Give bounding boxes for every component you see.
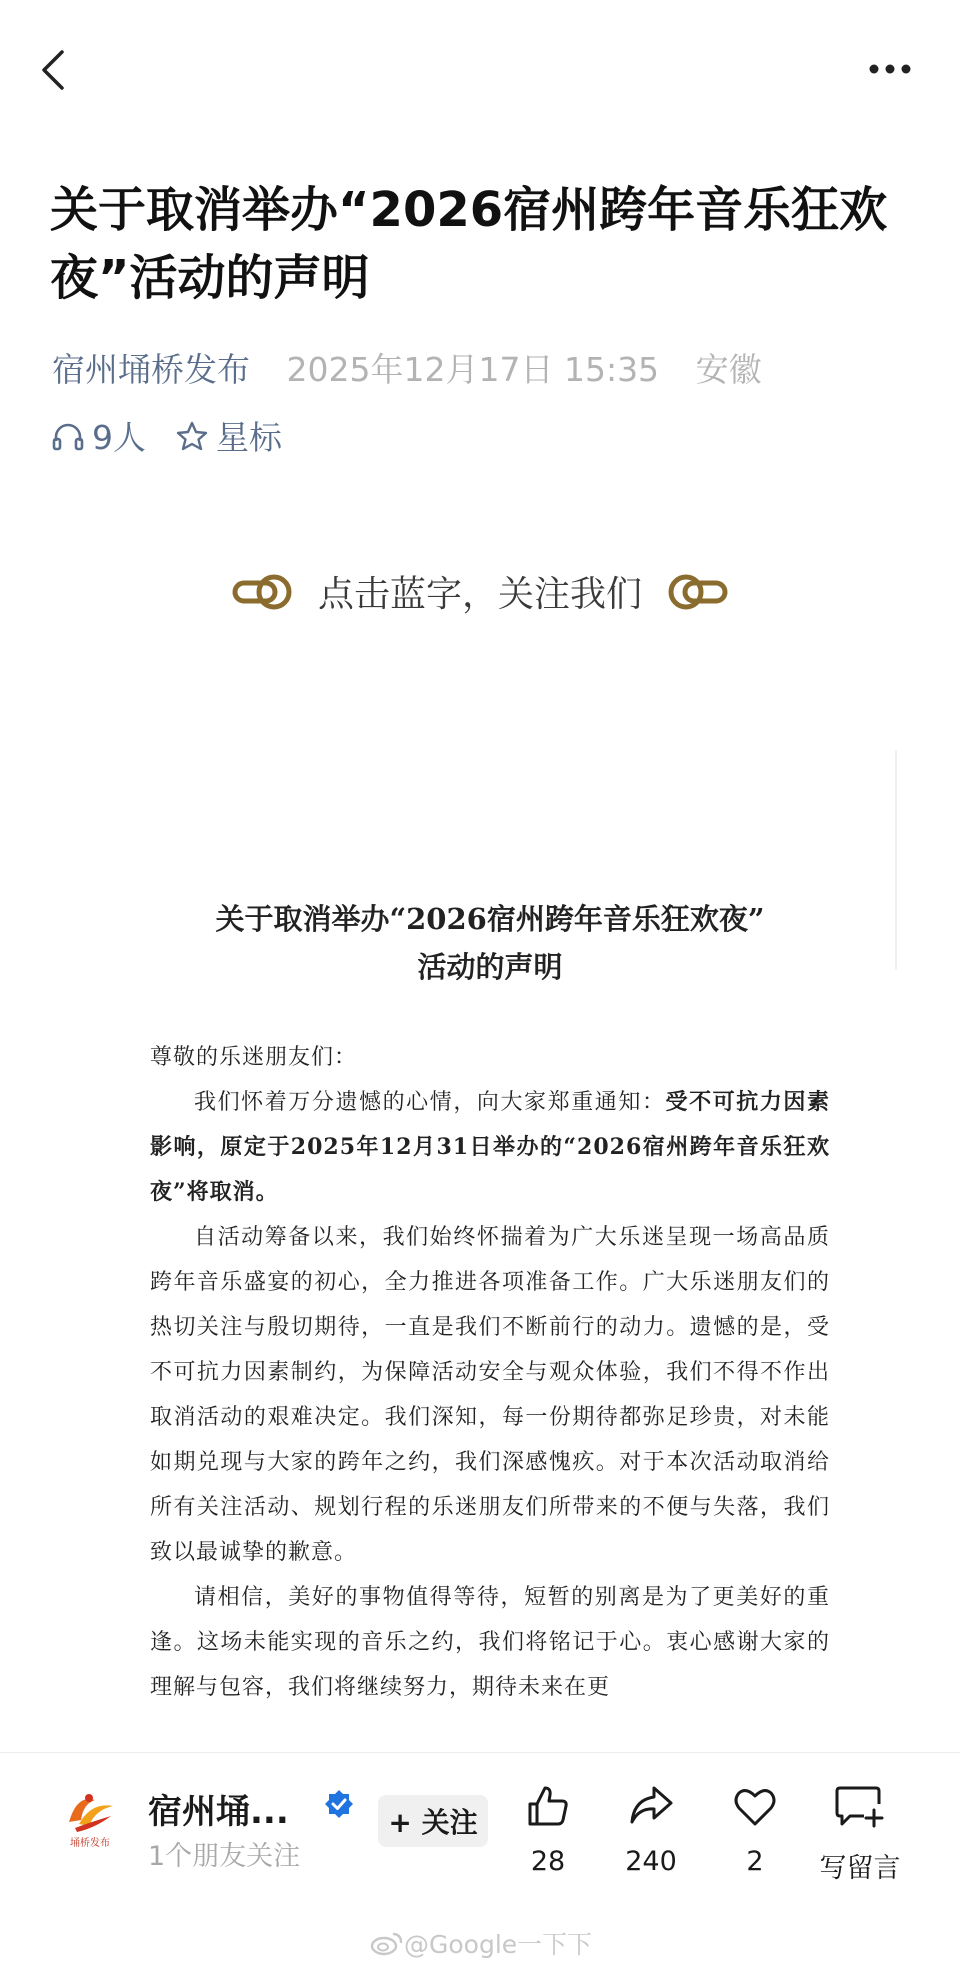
document-title-line: 活动的声明 xyxy=(417,950,563,984)
logo-text: 埇桥发布 xyxy=(70,1838,110,1849)
weibo-logo-icon xyxy=(370,1930,404,1956)
like-button[interactable] xyxy=(493,1782,603,1877)
watermark-text: @Google一下下 xyxy=(404,1930,593,1959)
article-stats xyxy=(52,412,312,459)
share-arrow-icon xyxy=(627,1782,675,1830)
watermark xyxy=(370,1925,592,1961)
follow-prompt[interactable] xyxy=(0,566,960,617)
statement-document xyxy=(150,740,830,1750)
headphones-icon xyxy=(52,421,84,451)
heart-icon xyxy=(731,1782,779,1830)
article-meta xyxy=(52,344,762,391)
follow-prompt-text: 点击蓝字，关注我们 xyxy=(317,574,642,615)
account-avatar[interactable] xyxy=(55,1782,125,1852)
chevron-left-icon xyxy=(36,48,72,92)
document-paragraph: 请相信，美好的事物值得等待，短暂的别离是为了更美好的重逢。这场未能实现的音乐之约，我们将铭记于心。衷心感谢大家的理解与包容，我们将继续努力，期待未来在更 xyxy=(150,1585,830,1700)
document-edge xyxy=(895,750,897,970)
author-link[interactable]: 宿州埇桥发布 xyxy=(52,350,250,389)
document-paragraph xyxy=(150,1080,830,1215)
more-button[interactable] xyxy=(868,60,912,78)
document-greeting: 尊敬的乐迷朋友们： xyxy=(150,1045,358,1070)
comment-button[interactable] xyxy=(805,1782,915,1885)
comment-label: 写留言 xyxy=(819,1853,901,1884)
account-logo-icon xyxy=(55,1782,125,1852)
back-button[interactable] xyxy=(36,48,72,92)
document-paragraph: 自活动筹备以来，我们始终怀揣着为广大乐迷呈现一场高品质跨年音乐盛宴的初心，全力推进各项准备工作。广大乐迷朋友们的热切关注与殷切期待，一直是我们不断前行的动力。遗憾的是，受不可抗力因素制约，为保障活动安全与观众体验，我们不得不作出取消活动的艰难决定。我们深知，每一份期待都弥足珍贵，对未能如期兑现与大家的跨年之约，我们深感愧疚。对于本次活动取消给所有关注活动、规划行程的乐迷朋友们所带来的不便与失落，我们致以最诚挚的歉意。 xyxy=(150,1225,830,1565)
account-name[interactable]: 宿州埇... xyxy=(148,1792,289,1832)
star-button[interactable] xyxy=(176,412,282,459)
verified-badge xyxy=(324,1789,354,1819)
listen-button[interactable] xyxy=(52,412,146,459)
publish-date: 2025年12月17日 15:35 xyxy=(286,350,660,389)
paragraph-intro: 我们怀着万分遗憾的心情，向大家郑重通知： xyxy=(194,1090,666,1115)
verified-check-icon xyxy=(324,1789,354,1819)
write-comment-icon xyxy=(834,1782,886,1830)
more-dots-icon xyxy=(868,60,912,78)
share-button[interactable] xyxy=(596,1782,706,1877)
star-icon xyxy=(176,421,208,451)
paragraph-emphasis: 受不可抗力因素影响，原定于2025年12月31日举办的“2026宿州跨年音乐狂欢夜”将取消。 xyxy=(150,1089,830,1205)
publish-location: 安徽 xyxy=(695,350,762,389)
star-label: 星标 xyxy=(216,418,282,457)
listener-count: 9人 xyxy=(92,418,146,457)
thumbs-up-icon xyxy=(524,1782,572,1830)
document-title xyxy=(150,895,830,991)
chain-link-icon xyxy=(232,572,294,612)
favorite-count: 2 xyxy=(746,1846,764,1877)
document-title-line: 关于取消举办“2026宿州跨年音乐狂欢夜” xyxy=(215,902,765,936)
follow-button[interactable]: + 关注 xyxy=(378,1795,488,1847)
article-title: 关于取消举办“2026宿州跨年音乐狂欢夜”活动的声明 xyxy=(50,182,888,306)
chain-link-icon xyxy=(666,572,728,612)
favorite-button[interactable] xyxy=(700,1782,810,1877)
share-count: 240 xyxy=(625,1846,677,1877)
friends-following: 1个朋友关注 xyxy=(148,1841,301,1872)
like-count: 28 xyxy=(530,1846,566,1877)
